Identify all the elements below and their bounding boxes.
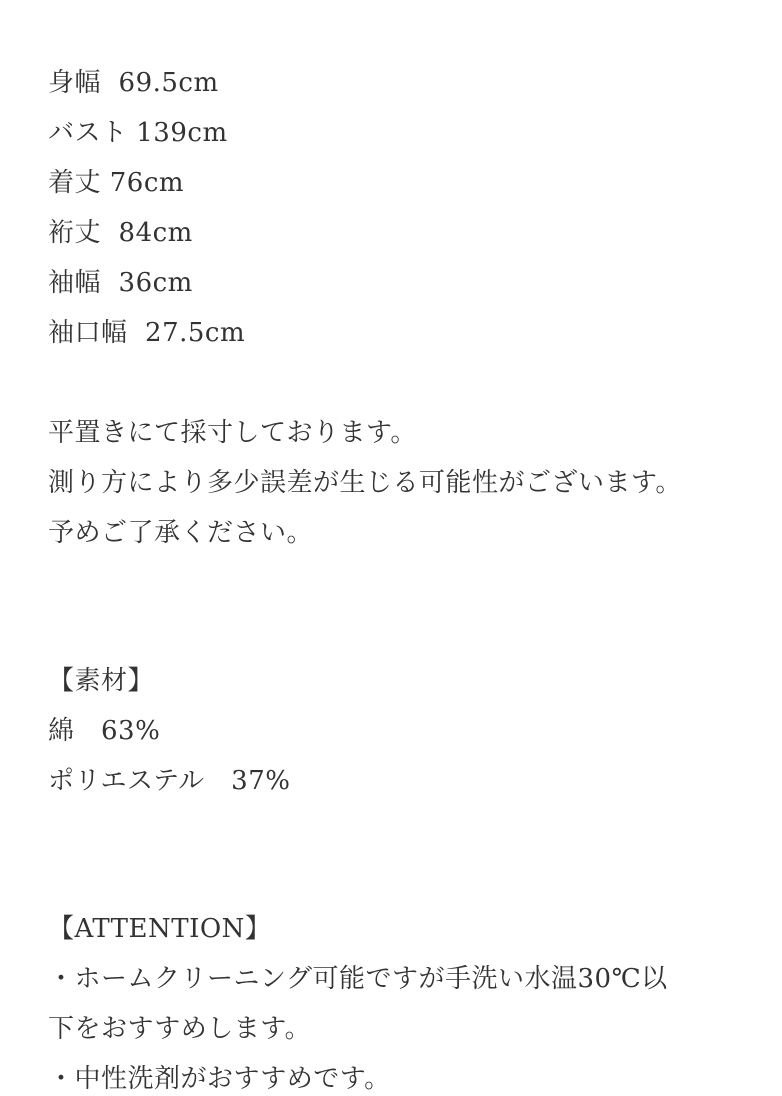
measurement-bust: バスト 139cm (48, 118, 228, 148)
material-cotton: 綿 63% (48, 716, 161, 746)
attention-line-1: ・ホームクリーニング可能ですが手洗い水温30℃以 (48, 964, 668, 994)
attention-line-3: ・中性洗剤がおすすめです。 (48, 1064, 391, 1094)
material-polyester: ポリエステル 37% (48, 766, 291, 796)
note-line-1: 平置きにて採寸しております。 (48, 418, 417, 448)
note-line-3: 予めご了承ください。 (48, 518, 314, 548)
attention-line-2: 下をおすすめします。 (48, 1014, 312, 1044)
measurement-cuff-width: 袖口幅 27.5cm (48, 318, 246, 348)
measurement-sleeve-width: 袖幅 36cm (48, 268, 193, 298)
measurement-length: 着丈 76cm (48, 168, 185, 198)
note-line-2: 測り方により多少誤差が生じる可能性がございます。 (48, 468, 682, 498)
attention-heading: 【ATTENTION】 (48, 914, 272, 944)
measurement-body-width: 身幅 69.5cm (48, 68, 219, 98)
measurement-sleeve-length: 裄丈 84cm (48, 218, 193, 248)
material-heading: 【素材】 (48, 666, 155, 696)
